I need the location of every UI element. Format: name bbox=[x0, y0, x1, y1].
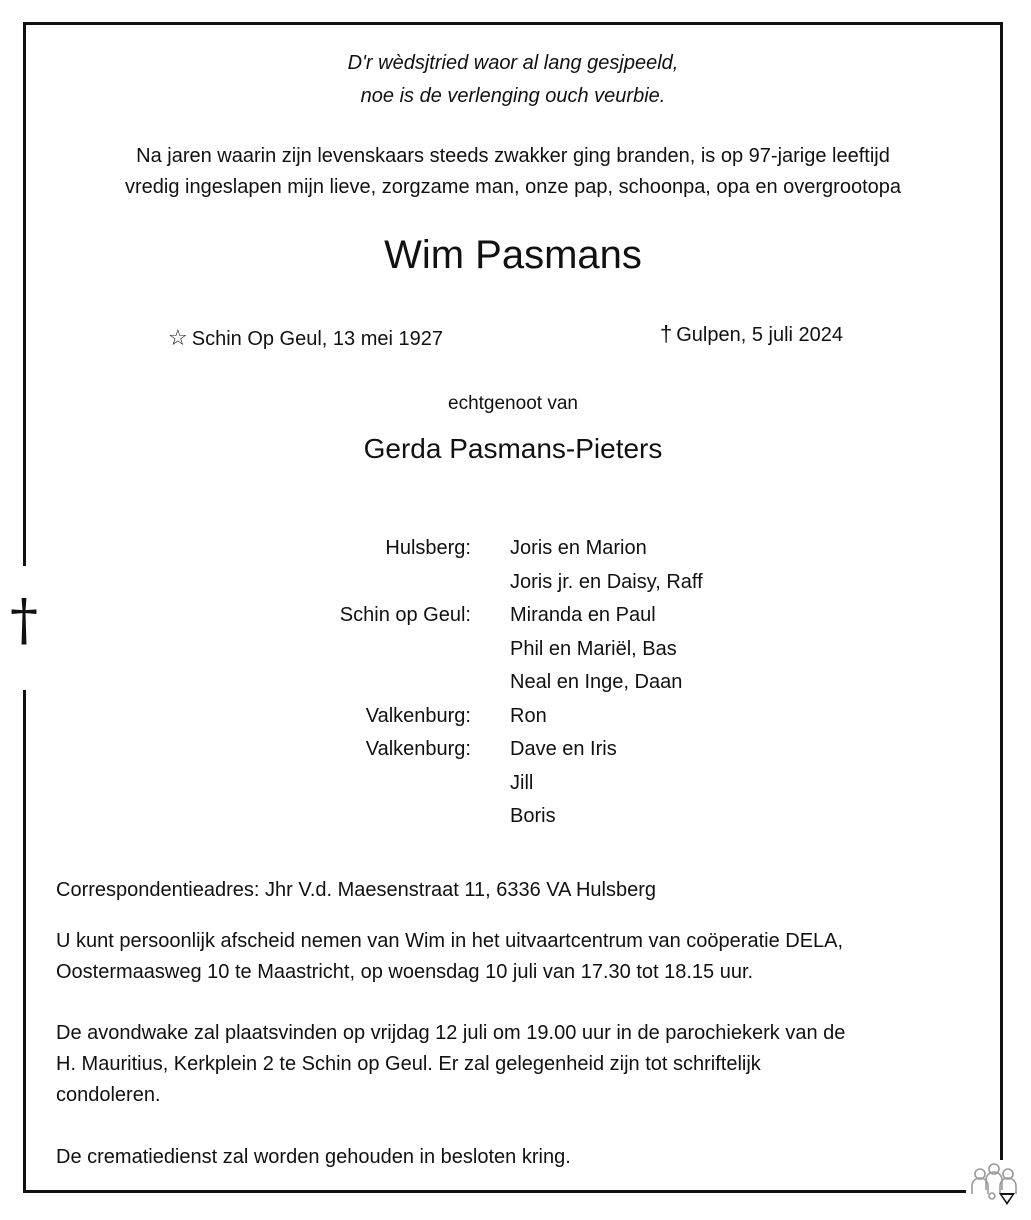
family-place: Valkenburg: bbox=[365, 738, 471, 760]
poem-line-2: noe is de verlenging ouch veurbie. bbox=[360, 85, 666, 107]
side-cross-gap bbox=[6, 566, 42, 690]
family-names: Miranda en Paul bbox=[510, 604, 656, 626]
family-people-logo-icon bbox=[966, 1160, 1022, 1210]
star-icon: ☆ bbox=[168, 325, 188, 350]
family-place: Schin op Geul: bbox=[339, 604, 471, 626]
spouse-label: echtgenoot van bbox=[448, 393, 578, 414]
family-row bbox=[26, 705, 1000, 739]
family-row bbox=[26, 805, 1000, 839]
family-row bbox=[26, 537, 1000, 571]
birth-date bbox=[168, 325, 443, 352]
correspondence-address: Correspondentieadres: Jhr V.d. Maesenstraat 11, 6336 VA Hulsberg bbox=[56, 879, 656, 901]
family-place: Hulsberg: bbox=[385, 537, 471, 559]
family-names: Joris jr. en Daisy, Raff bbox=[510, 570, 703, 593]
poem-line-1: D'r wèdsjtried waor al lang gesjpeeld, bbox=[347, 52, 679, 74]
cross-icon: † bbox=[660, 321, 673, 346]
family-row bbox=[26, 671, 1000, 705]
vigil-line-1: De avondwake zal plaatsvinden op vrijdag 12 juli om 19.00 uur in de parochiekerk van de bbox=[56, 1022, 846, 1044]
family-place: Valkenburg: bbox=[365, 704, 471, 727]
poem bbox=[26, 47, 1000, 113]
intro-text bbox=[26, 141, 1000, 203]
family-row bbox=[26, 604, 1000, 638]
cremation-note: De crematiedienst zal worden gehouden in besloten kring. bbox=[56, 1146, 571, 1168]
vigil-line-2: H. Mauritius, Kerkplein 2 te Schin op Geul. Er zal gelegenheid zijn tot schriftelijk bbox=[56, 1053, 761, 1075]
vigil-line-3: condoleren. bbox=[56, 1084, 161, 1106]
family-row bbox=[26, 571, 1000, 605]
birth-text: Schin Op Geul, 13 mei 1927 bbox=[191, 328, 443, 350]
obituary-frame bbox=[23, 22, 1003, 1193]
deceased-name: Wim Pasmans bbox=[384, 233, 642, 277]
family-names: Joris en Marion bbox=[510, 537, 647, 559]
family-names: Neal en Inge, Daan bbox=[510, 671, 683, 693]
family-names: Dave en Iris bbox=[510, 738, 617, 760]
vigil-paragraph bbox=[56, 1018, 986, 1111]
spouse-name: Gerda Pasmans-Pieters bbox=[363, 433, 663, 464]
family-row bbox=[26, 738, 1000, 772]
farewell-line-2: Oostermaasweg 10 te Maastricht, op woensdag 10 juli van 17.30 tot 18.15 uur. bbox=[56, 961, 754, 983]
farewell-line-1: U kunt persoonlijk afscheid nemen van Wim in het uitvaartcentrum van coöperatie DELA, bbox=[56, 930, 844, 952]
death-text: Gulpen, 5 juli 2024 bbox=[676, 324, 844, 346]
cross-icon: † bbox=[10, 588, 38, 653]
family-names: Jill bbox=[510, 771, 534, 794]
family-names: Phil en Mariël, Bas bbox=[510, 637, 677, 660]
family-names: Boris bbox=[510, 805, 556, 827]
people-icon bbox=[966, 1160, 1022, 1210]
death-date bbox=[660, 321, 843, 348]
farewell-paragraph bbox=[56, 926, 986, 988]
family-row bbox=[26, 772, 1000, 806]
intro-line-1: Na jaren waarin zijn levenskaars steeds zwakker ging branden, is op 97-jarige leeftijd bbox=[136, 145, 890, 167]
family-list bbox=[26, 537, 1000, 839]
intro-line-2: vredig ingeslapen mijn lieve, zorgzame man, onze pap, schoonpa, opa en overgrootopa bbox=[124, 176, 902, 198]
family-names: Ron bbox=[510, 704, 547, 727]
family-row bbox=[26, 638, 1000, 672]
